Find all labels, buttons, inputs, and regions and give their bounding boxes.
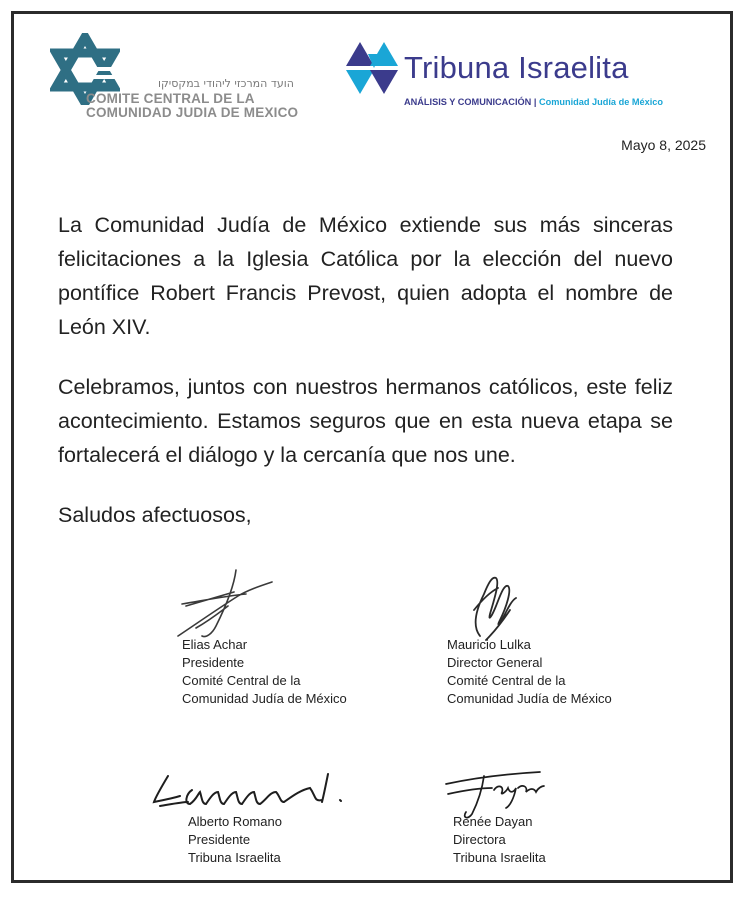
handwritten-signature-1 bbox=[176, 566, 276, 642]
logo-subtitle bbox=[404, 97, 663, 107]
signatory-1-org-line-2: Comunidad Judía de México bbox=[182, 691, 347, 706]
letter-date: Mayo 8, 2025 bbox=[621, 137, 706, 153]
handwritten-signature-2 bbox=[466, 570, 522, 644]
star-logo-icon bbox=[346, 40, 398, 98]
paragraph-congratulations: La Comunidad Judía de México extiende sus más sinceras felicitaciones a la Iglesia Católica por la elección del nuevo pontífice Robert Francis Prevost, quien adopta el nombre de León XIV. bbox=[58, 213, 673, 339]
signatory-2-org-line-2: Comunidad Judía de México bbox=[447, 691, 612, 706]
signatory-2-title: Director General bbox=[447, 655, 543, 670]
signatory-4-org-line-1: Tribuna Israelita bbox=[453, 850, 546, 865]
signatory-1-name: Elias Achar bbox=[182, 637, 248, 652]
logo-hebrew-text: הועד המרכזי ליהודי במקסיקו bbox=[158, 77, 294, 90]
comite-central-logo bbox=[50, 33, 310, 123]
signatory-3-name: Alberto Romano bbox=[188, 814, 282, 829]
tribuna-israelita-logo bbox=[346, 40, 686, 112]
handwritten-signature-3 bbox=[150, 770, 350, 816]
signatory-4-title: Directora bbox=[453, 832, 506, 847]
logo-text-line-2: COMUNIDAD JUDIA DE MEXICO bbox=[86, 105, 299, 120]
logo-subtitle-b: Comunidad Judía de México bbox=[538, 97, 664, 107]
paragraph-celebration: Celebramos, juntos con nuestros hermanos católicos, este feliz acontecimiento. Estamos seguros que en esta nueva etapa se fortalecerá el diálogo y la cercanía que nos une. bbox=[58, 375, 673, 467]
signatory-4-name: Renée Dayan bbox=[453, 814, 533, 829]
signatory-2-org-line-1: Comité Central de la bbox=[447, 673, 566, 688]
closing-salutation: Saludos afectuosos, bbox=[58, 503, 252, 527]
signatory-3-title: Presidente bbox=[188, 832, 251, 847]
signatory-2-name: Mauricio Lulka bbox=[447, 637, 531, 652]
logo-subtitle-a: ANÁLISIS Y COMUNICACIÓN | bbox=[404, 97, 539, 107]
logo-title: Tribuna Israelita bbox=[404, 50, 629, 85]
signatory-3-org-line-1: Tribuna Israelita bbox=[188, 850, 281, 865]
signatory-1-title: Presidente bbox=[182, 655, 245, 670]
signatory-1-org-line-1: Comité Central de la bbox=[182, 673, 301, 688]
logo-text-line-1: COMITE CENTRAL DE LA bbox=[86, 91, 255, 106]
